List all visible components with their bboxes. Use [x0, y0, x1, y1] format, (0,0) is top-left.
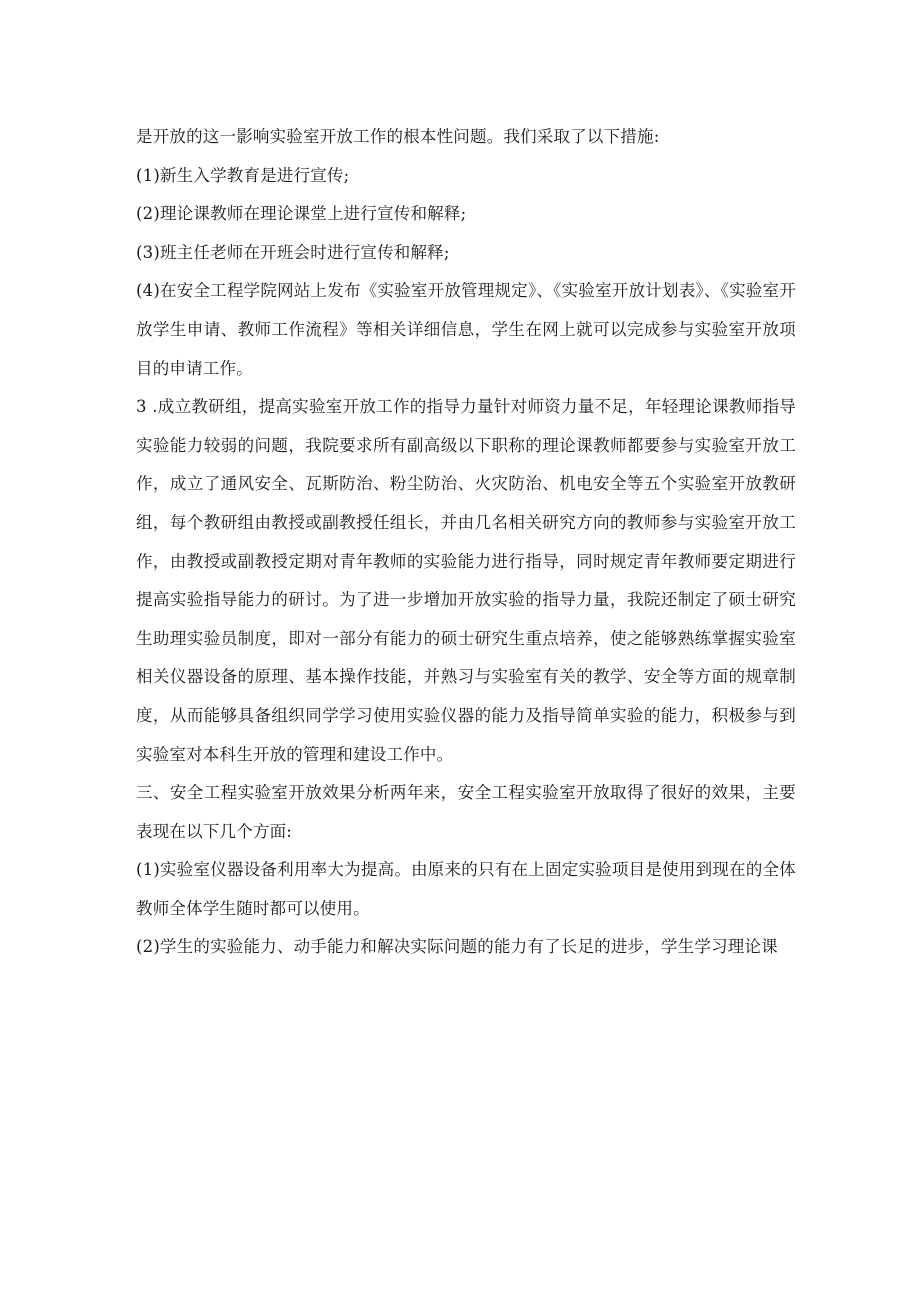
paragraph-effect-1: (1)实验室仪器设备利用率大为提高。由原来的只有在上固定实验项目是使用到现在的全体教师全体学生随时都可以使用。 [136, 860, 796, 918]
paragraph-item-1: (1)新生入学教育是进行宣传; [136, 165, 350, 185]
paragraph-heading-3: 三、安全工程实验室开放效果分析两年来，安全工程实验室开放取得了很好的效果，主要表现在以下几个方面: [136, 783, 796, 841]
paragraph-section-3: 3 .成立教研组，提高实验室开放工作的指导力量针对师资力量不足，年轻理论课教师指导实验能力较弱的问题，我院要求所有副高级以下职称的理论课教师都要参与实验室开放工作，成立了通风安全、瓦斯防治、粉尘防治、火灾防治、机电安全等五个实验室开放教研组，每个教研组由教授或副教授任组长，并由几名相关研究方向的教师参与实验室开放工作，由教授或副教授定期对青年教师的实验能力进行指导，同时规定青年教师要定期进行提高实验指导能力的研讨。为了进一步增加开放实验的指导力量，我院还制定了硕士研究生助理实验员制度，即对一部分有能力的硕士研究生重点培养，使之能够熟练掌握实验室相关仪器设备的原理、基本操作技能，并熟习与实验室有关的教学、安全等方面的规章制度，从而能够具备组织同学学习使用实验仪器的能力及指导简单实验的能力，积极参与到实验室对本科生开放的管理和建设工作中。 [136, 397, 796, 764]
paragraph-item-2: (2)理论课教师在理论课堂上进行宣传和解释; [136, 204, 467, 224]
paragraph-item-4: (4)在安全工程学院网站上发布《实验室开放管理规定》、《实验室开放计划表》、《实验室开放学生申请、教师工作流程》等相关详细信息，学生在网上就可以完成参与实验室开放项目的申请工作。 [136, 281, 796, 378]
paragraph-item-3: (3)班主任老师在开班会时进行宣传和解释; [136, 242, 450, 262]
document-body [136, 118, 796, 967]
paragraph-intro: 是开放的这一影响实验室开放工作的根本性问题。我们采取了以下措施: [136, 127, 660, 146]
paragraph-effect-2: (2)学生的实验能力、动手能力和解决实际问题的能力有了长足的进步，学生学习理论课 [136, 937, 778, 957]
